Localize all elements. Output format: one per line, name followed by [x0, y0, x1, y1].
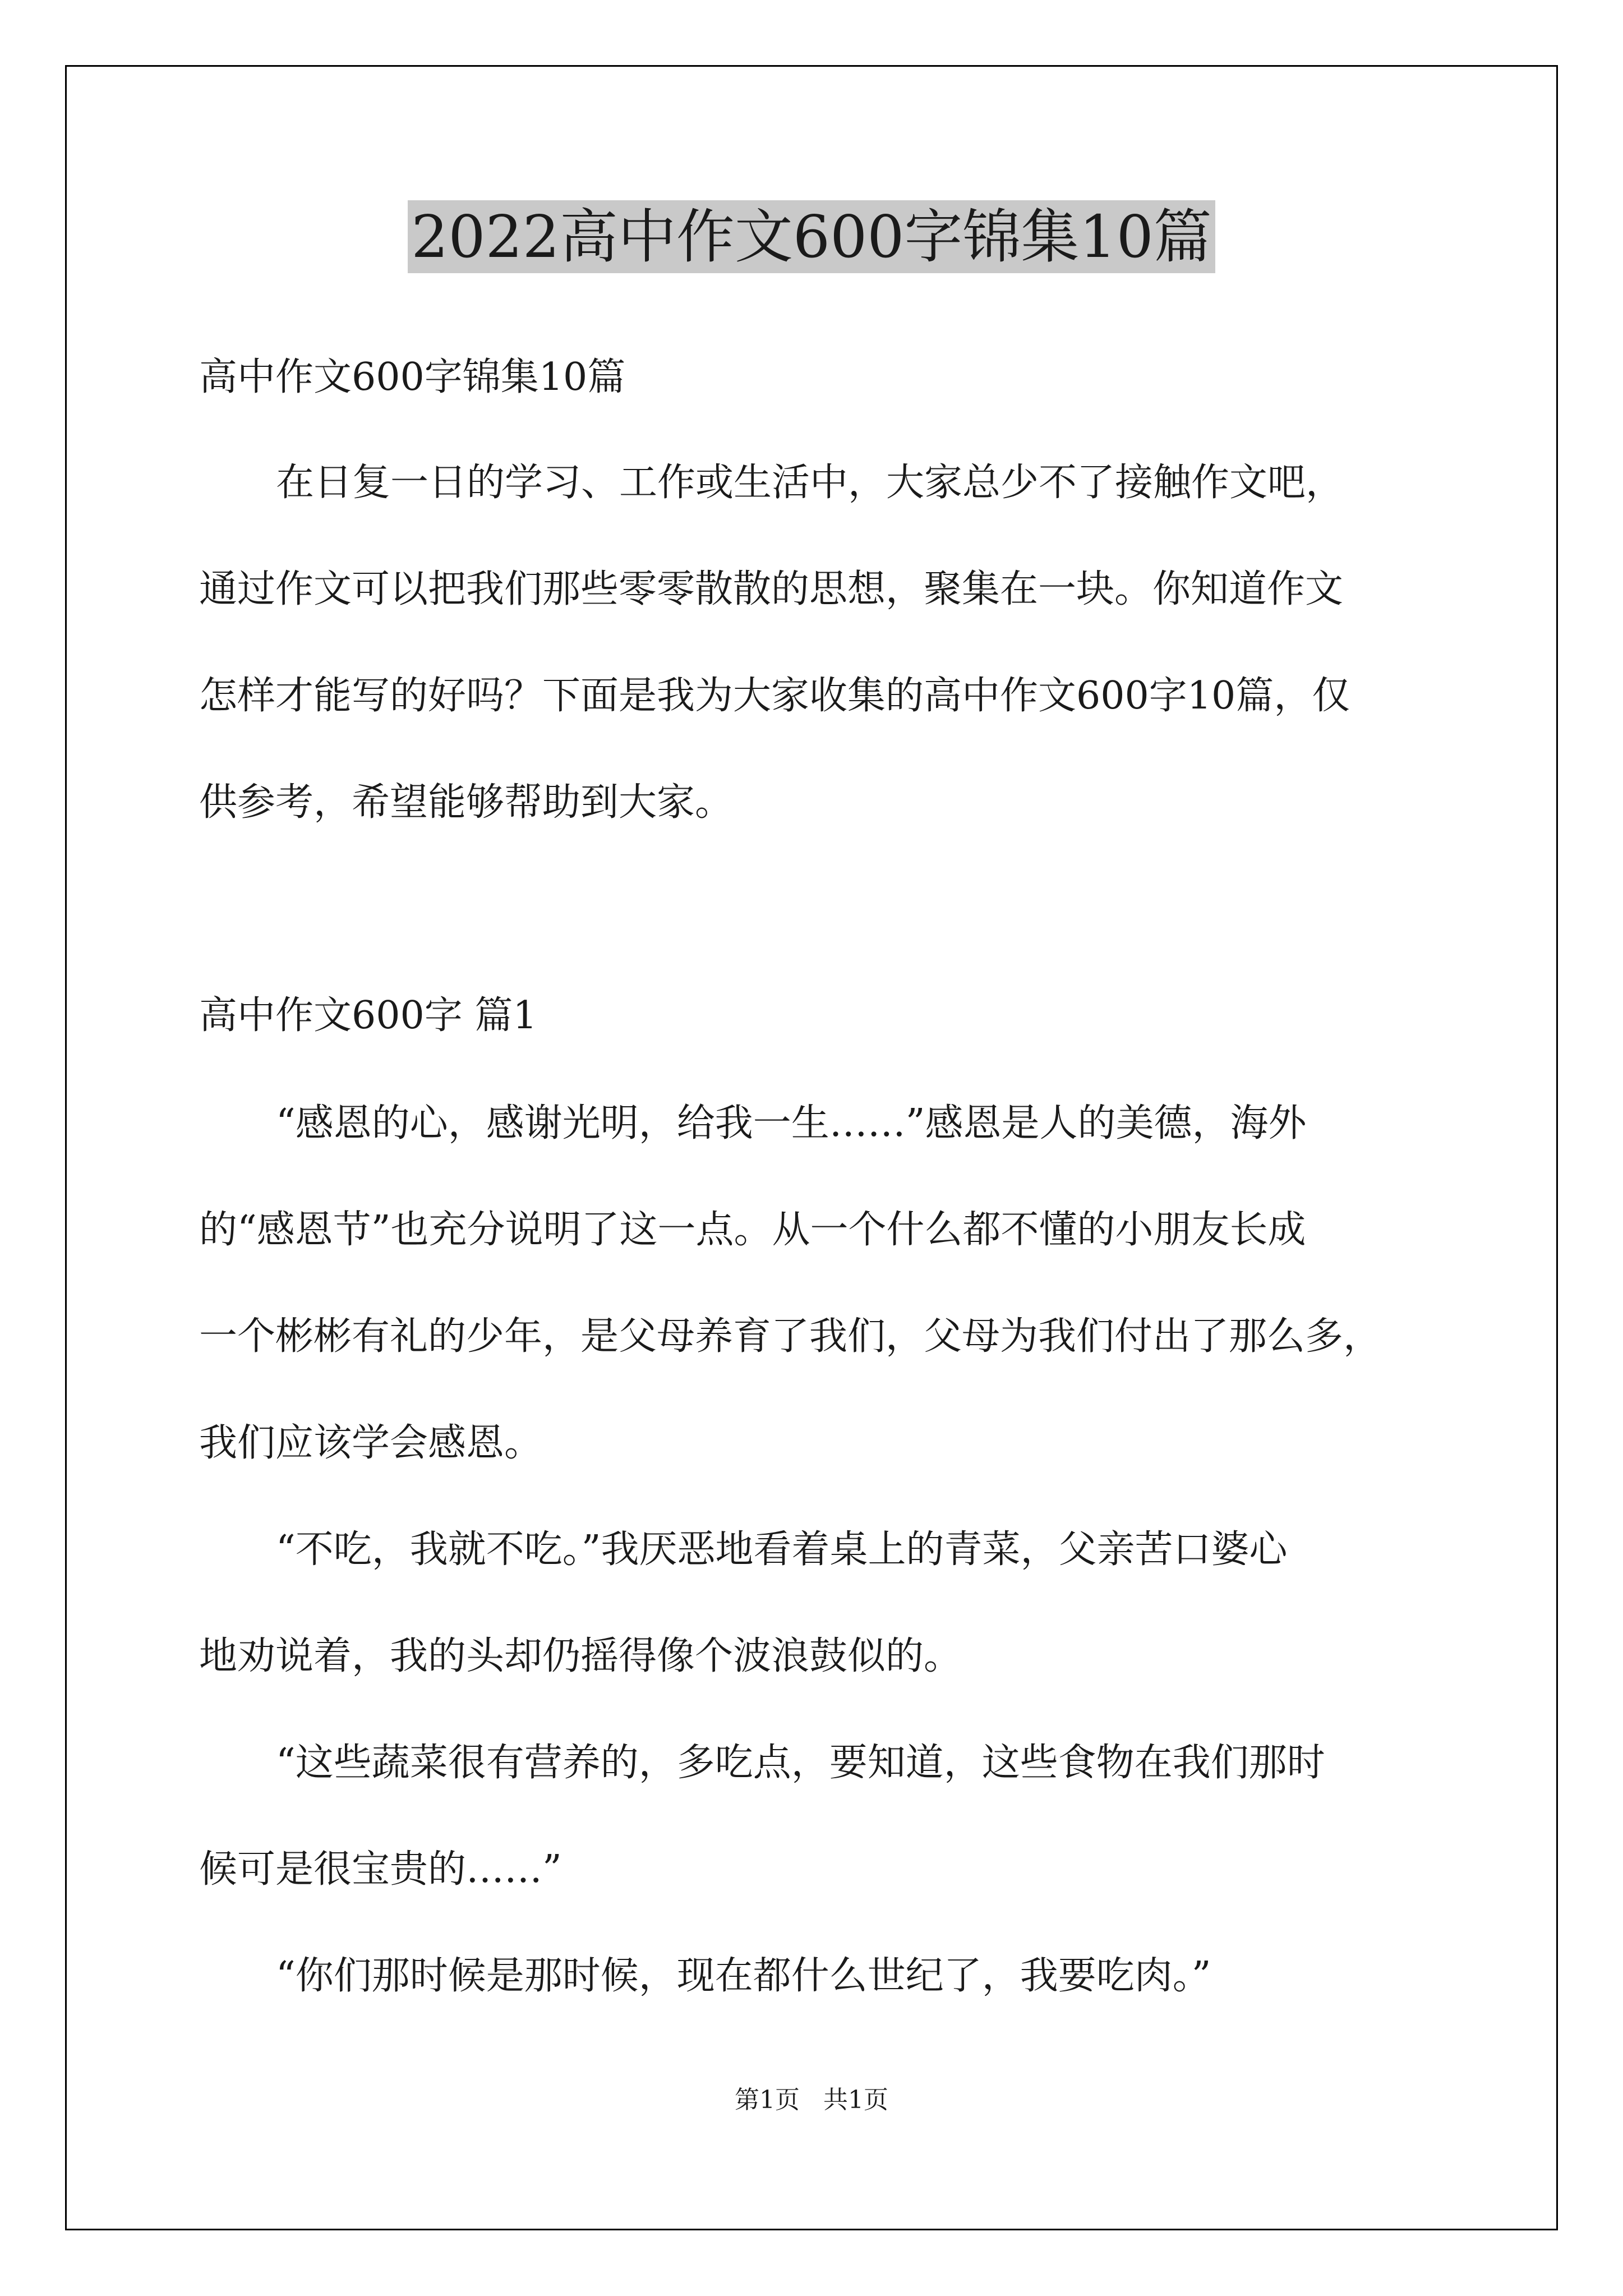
document-title	[0, 199, 1623, 275]
body-line: “这些蔬菜很有营养的，多吃点，要知道，这些食物在我们那时	[276, 1741, 1325, 1785]
body-line: 我们应该学会感恩。	[199, 1421, 543, 1465]
body-line: 一个彬彬有礼的少年，是父母养育了我们，父母为我们付出了那么多，	[199, 1314, 1382, 1359]
intro-line: 通过作文可以把我们那些零零散散的思想，聚集在一块。你知道作文	[199, 567, 1344, 611]
body-line: “你们那时候是那时候，现在都什么世纪了，我要吃肉。”	[276, 1954, 1211, 1998]
page-footer: 第1页 共1页	[735, 2086, 888, 2114]
subtitle: 高中作文600字锦集10篇	[199, 355, 626, 399]
body-line: “不吃，我就不吃。”我厌恶地看着桌上的青菜，父亲苦口婆心	[276, 1527, 1288, 1572]
document-title-text: 2022高中作文600字锦集10篇	[408, 200, 1215, 273]
intro-line: 怎样才能写的好吗？下面是我为大家收集的高中作文600字10篇，仅	[199, 674, 1350, 718]
body-line: 的“感恩节”也充分说明了这一点。从一个什么都不懂的小朋友长成	[199, 1208, 1306, 1252]
body-line: “感恩的心，感谢光明，给我一生……”感恩是人的美德，海外	[276, 1101, 1307, 1145]
section-heading: 高中作文600字 篇1	[199, 993, 537, 1038]
body-line: 地劝说着，我的头却仍摇得像个波浪鼓似的。	[199, 1634, 962, 1678]
intro-line: 供参考，希望能够帮助到大家。	[199, 780, 734, 825]
body-line: 候可是很宝贵的……”	[199, 1847, 562, 1892]
intro-line: 在日复一日的学习、工作或生活中，大家总少不了接触作文吧，	[276, 461, 1344, 505]
